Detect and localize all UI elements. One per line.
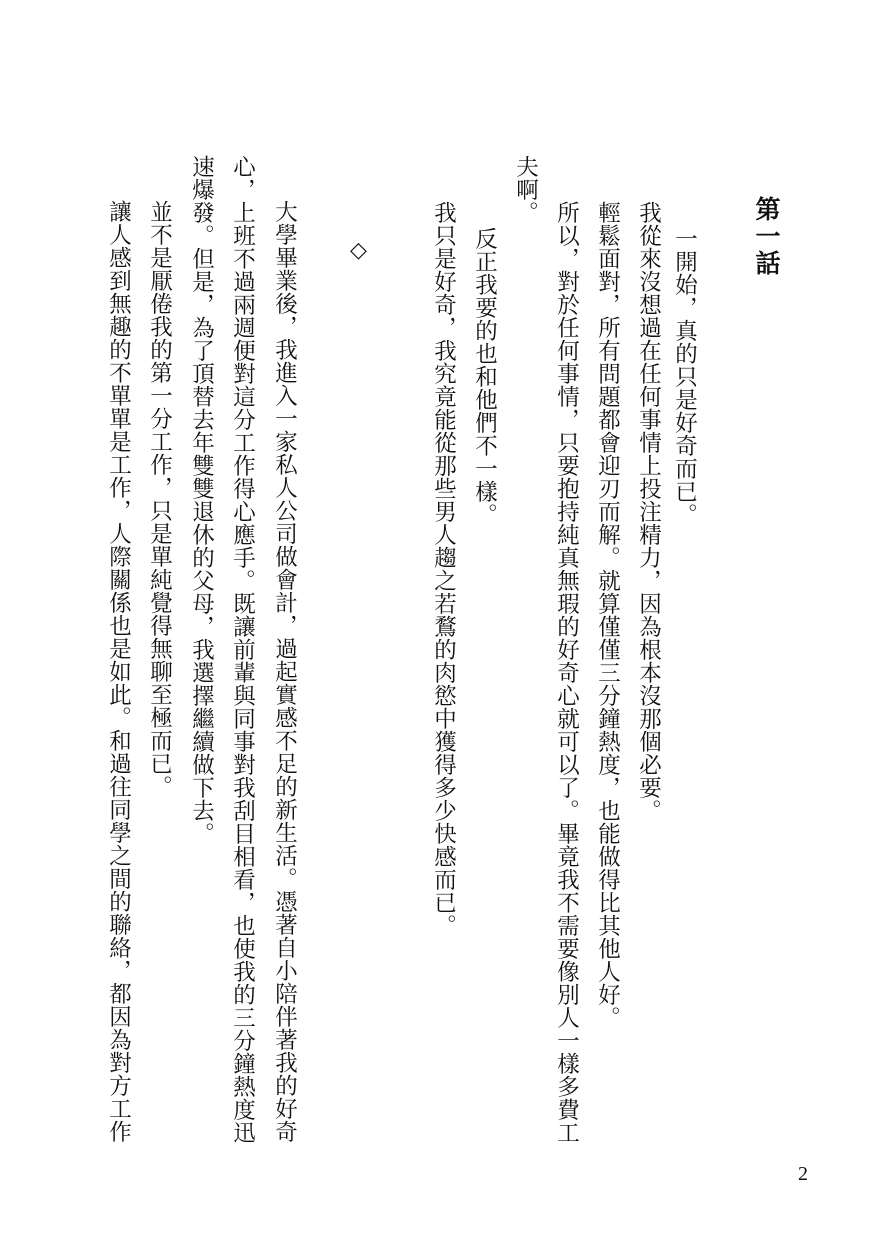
page-number: 2 <box>798 1163 808 1185</box>
chapter-title: 第一話 <box>752 196 781 277</box>
text-column: 我只是好奇，我究竟能從那些男人趨之若鶩的肉慾中獲得多少快感而已。 <box>430 201 457 937</box>
text-column: 心，上班不過兩週便對這分工作得心應手。既讓前輩與同事對我刮目相看，也使我的三分鐘熱度迅 <box>229 155 256 1144</box>
section-break-ornament: ◇ <box>350 238 367 263</box>
text-column: 一開始，真的只是好奇而已。 <box>671 227 698 526</box>
text-column: 速爆發。但是，為了頂替去年雙雙退休的父母，我選擇繼續做下去。 <box>188 155 215 845</box>
text-column: 反正我要的也和他們不一樣。 <box>471 227 498 526</box>
text-column: 並不是厭倦我的第一分工作，只是單純覺得無聊至極而已。 <box>146 200 173 798</box>
text-column: 夫啊。 <box>512 155 539 224</box>
text-column: 所以，對於任何事情，只要抱持純真無瑕的好奇心就可以了。畢竟我不需要像別人一樣多費工 <box>553 201 580 1144</box>
text-column: 我從來沒想過在任何事情上投注精力，因為根本沒那個必要。 <box>635 201 662 822</box>
text-column: 輕鬆面對，所有問題都會迎刃而解。就算僅僅三分鐘熱度，也能做得比其他人好。 <box>594 201 621 1029</box>
text-column: 讓人感到無趣的不單單是工作，人際關係也是如此。和過往同學之間的聯絡，都因為對方工作 <box>105 200 132 1143</box>
text-column: 大學畢業後，我進入一家私人公司做會計，過起實感不足的新生活。憑著自小陪伴著我的好奇 <box>271 200 298 1143</box>
